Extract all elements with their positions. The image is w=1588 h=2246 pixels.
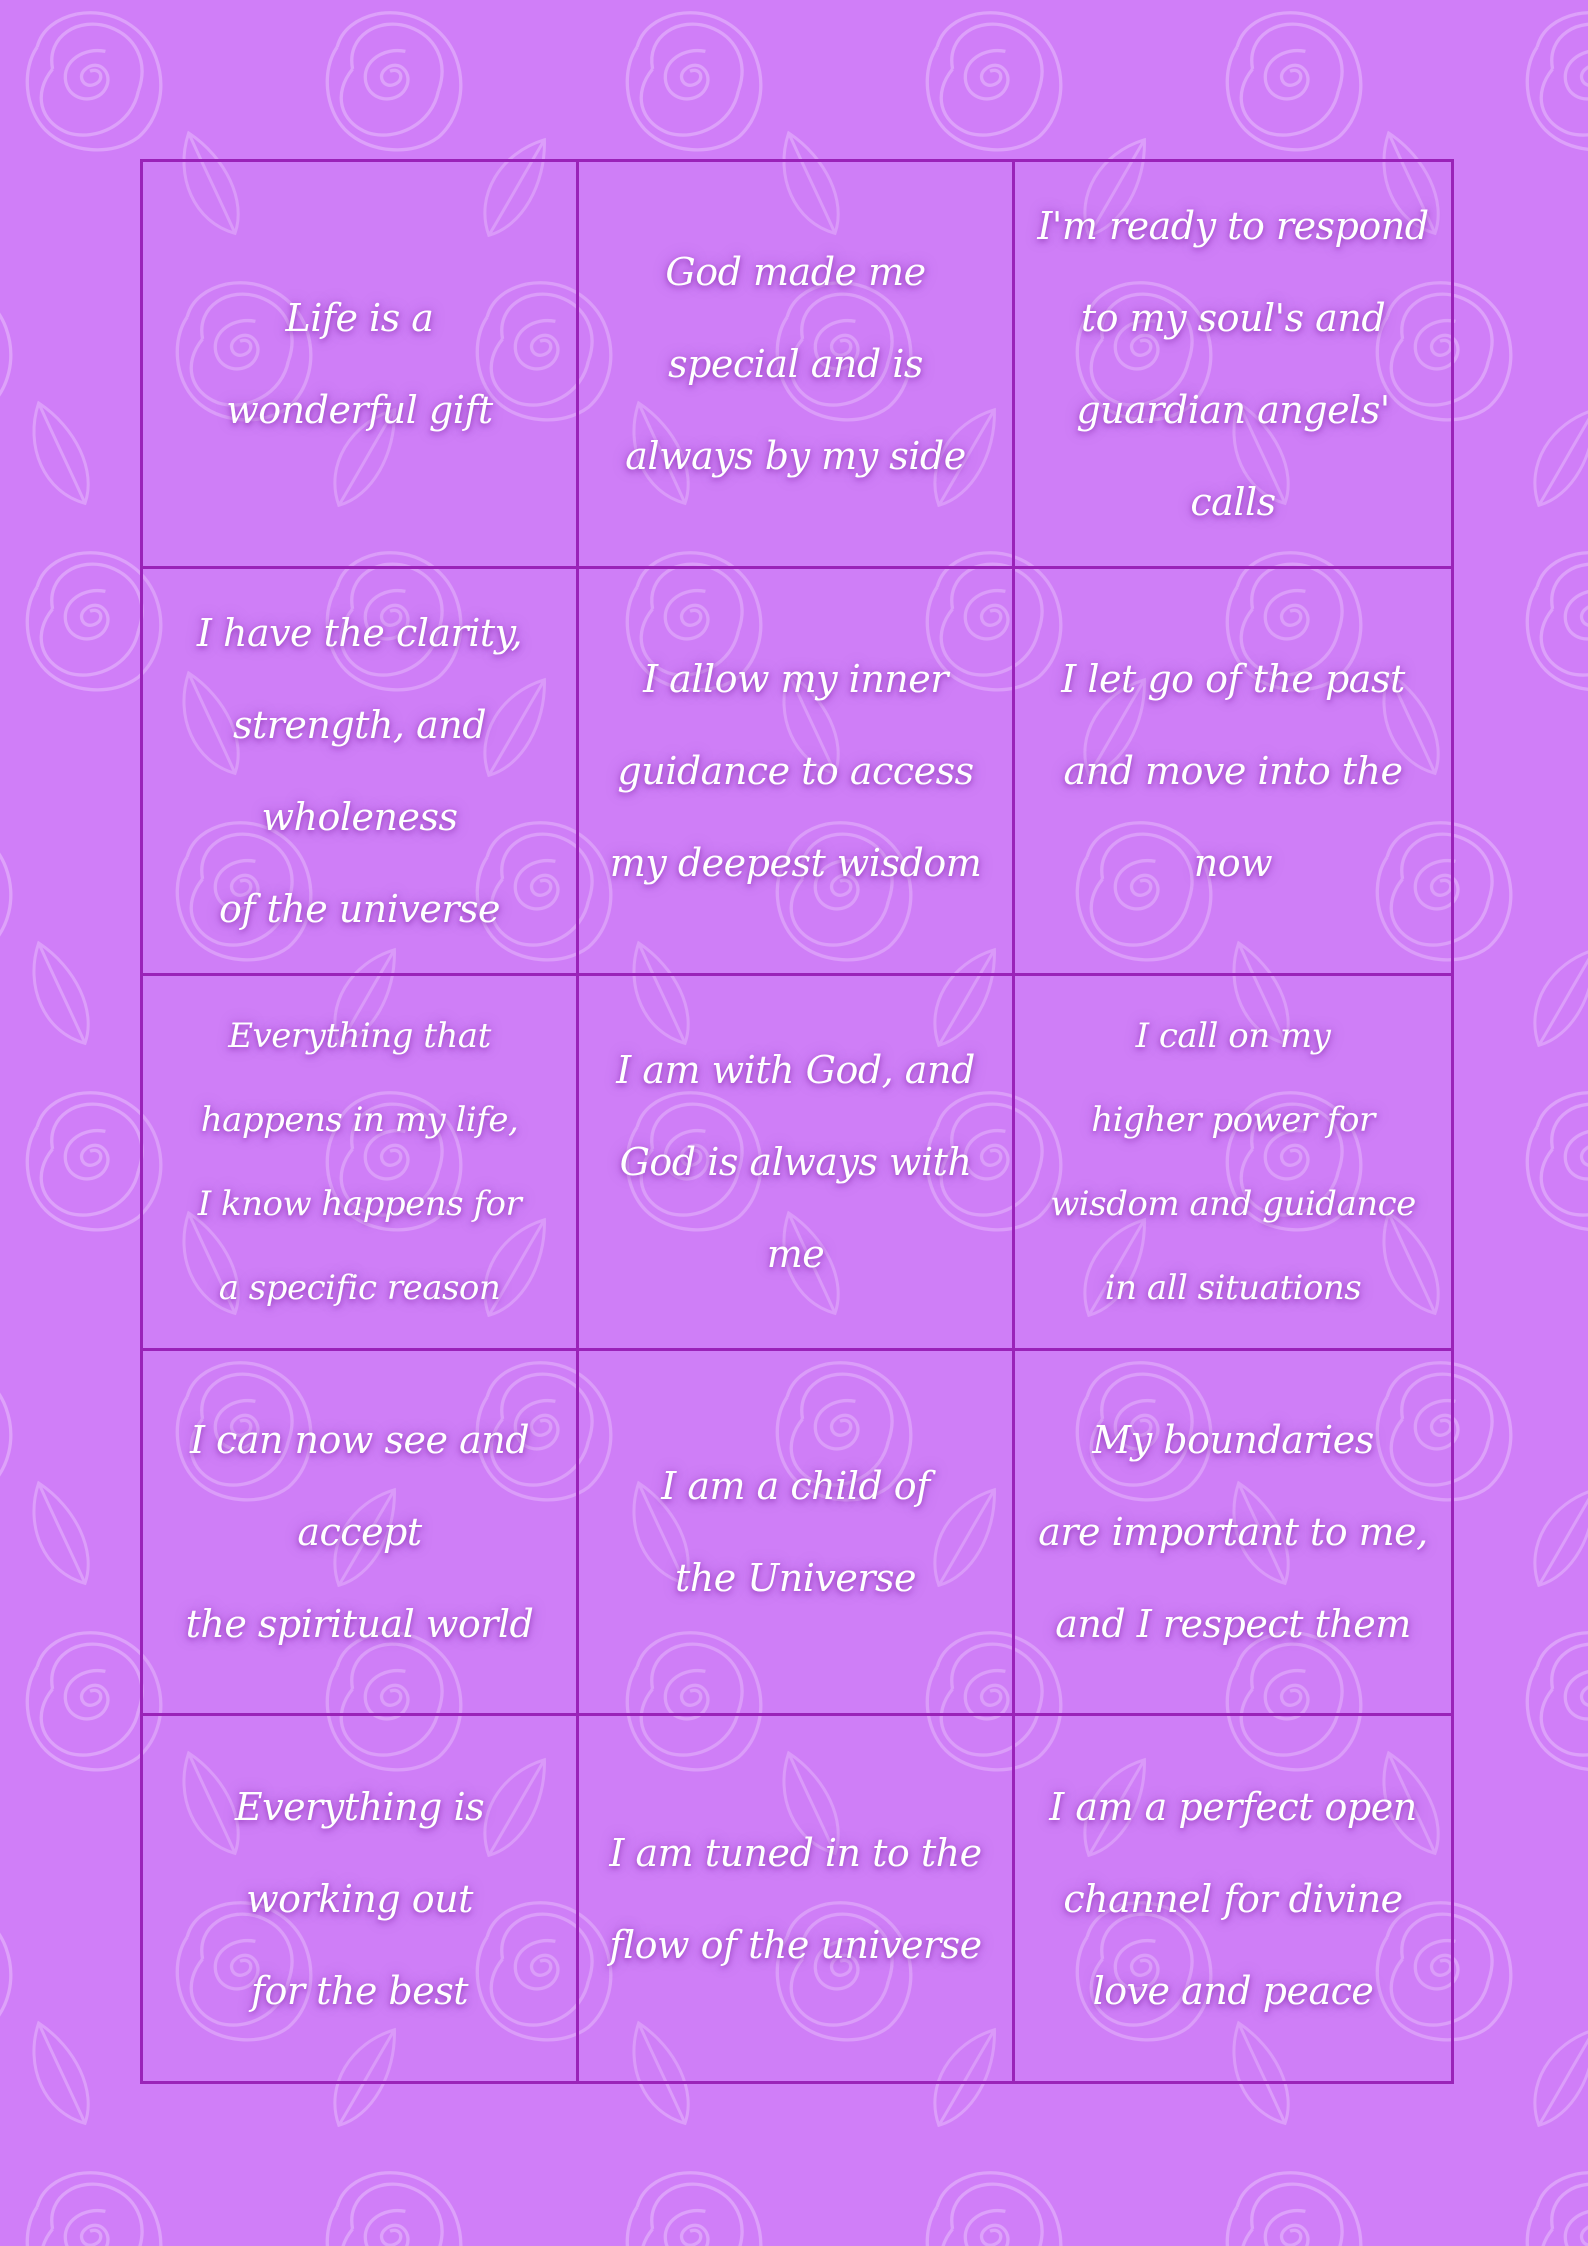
rose-outline bbox=[27, 13, 161, 150]
leaf-outline bbox=[1521, 397, 1588, 514]
rose-outline bbox=[0, 1363, 11, 1500]
leaf-outline bbox=[1521, 2017, 1588, 2134]
affirmation-card bbox=[1015, 976, 1451, 1351]
leaf-outline bbox=[13, 937, 104, 1053]
affirmation-text: I can now see and accept the spiritual world bbox=[185, 1418, 534, 1646]
affirmation-card bbox=[1015, 1716, 1451, 2081]
affirmation-text: Everything that happens in my life, I know happens for a specific reason bbox=[197, 1016, 522, 1308]
leaf-outline bbox=[13, 1477, 104, 1593]
affirmation-card bbox=[143, 976, 579, 1351]
rose-outline bbox=[0, 1903, 11, 2040]
rose-outline bbox=[627, 2173, 761, 2246]
rose-outline bbox=[27, 2173, 161, 2246]
affirmation-card bbox=[579, 1351, 1015, 1716]
affirmation-text: I have the clarity, strength, and wholeness of the universe bbox=[196, 611, 523, 931]
affirmation-card bbox=[1015, 162, 1451, 569]
affirmation-text: I am a child of the Universe bbox=[661, 1464, 930, 1600]
rose-outline bbox=[1527, 2173, 1588, 2246]
affirmation-card bbox=[579, 162, 1015, 569]
affirmation-text: I call on my higher power for wisdom and guidance in all situations bbox=[1050, 1016, 1416, 1308]
rose-outline bbox=[0, 283, 11, 420]
affirmation-text: I am a perfect open channel for divine love and peace bbox=[1049, 1784, 1417, 2013]
rose-outline bbox=[0, 823, 11, 960]
affirmation-card bbox=[1015, 1351, 1451, 1716]
rose-outline bbox=[927, 13, 1061, 150]
affirmation-card bbox=[143, 1351, 579, 1716]
rose-outline bbox=[1227, 13, 1361, 150]
affirmation-text: I let go of the past and move into the now bbox=[1061, 657, 1405, 885]
affirmation-text: My boundaries are important to me, and I respect them bbox=[1038, 1418, 1428, 1646]
affirmation-text: Everything is working out for the best bbox=[234, 1784, 485, 2013]
affirmation-card bbox=[579, 569, 1015, 976]
affirmation-text: Life is a wonderful gift bbox=[226, 296, 493, 432]
leaf-outline bbox=[1521, 937, 1588, 1054]
rose-outline bbox=[627, 13, 761, 150]
affirmation-card bbox=[1015, 569, 1451, 976]
affirmation-card bbox=[143, 569, 579, 976]
rose-outline bbox=[1227, 2173, 1361, 2246]
rose-outline bbox=[1527, 553, 1588, 690]
affirmation-text: I'm ready to respond to my soul's and guardian angels' calls bbox=[1037, 204, 1429, 524]
rose-outline bbox=[1527, 13, 1588, 150]
rose-outline bbox=[927, 2173, 1061, 2246]
affirmation-card bbox=[143, 162, 579, 569]
rose-outline bbox=[327, 2173, 461, 2246]
affirmation-card bbox=[143, 1716, 579, 2081]
affirmation-text: I allow my inner guidance to access my deepest wisdom bbox=[609, 657, 982, 885]
leaf-outline bbox=[13, 397, 104, 513]
affirmation-card bbox=[579, 976, 1015, 1351]
affirmation-text: God made me special and is always by my side bbox=[625, 250, 966, 478]
rose-outline bbox=[327, 13, 461, 150]
leaf-outline bbox=[13, 2017, 104, 2133]
affirmation-text: I am tuned in to the flow of the universe bbox=[609, 1830, 982, 1967]
rose-outline bbox=[1527, 1093, 1588, 1230]
affirmation-text: I am with God, and God is always with me bbox=[616, 1048, 975, 1276]
leaf-outline bbox=[1521, 1477, 1588, 1594]
rose-outline bbox=[1527, 1633, 1588, 1770]
affirmation-card-grid bbox=[140, 159, 1454, 2084]
affirmation-card bbox=[579, 1716, 1015, 2081]
